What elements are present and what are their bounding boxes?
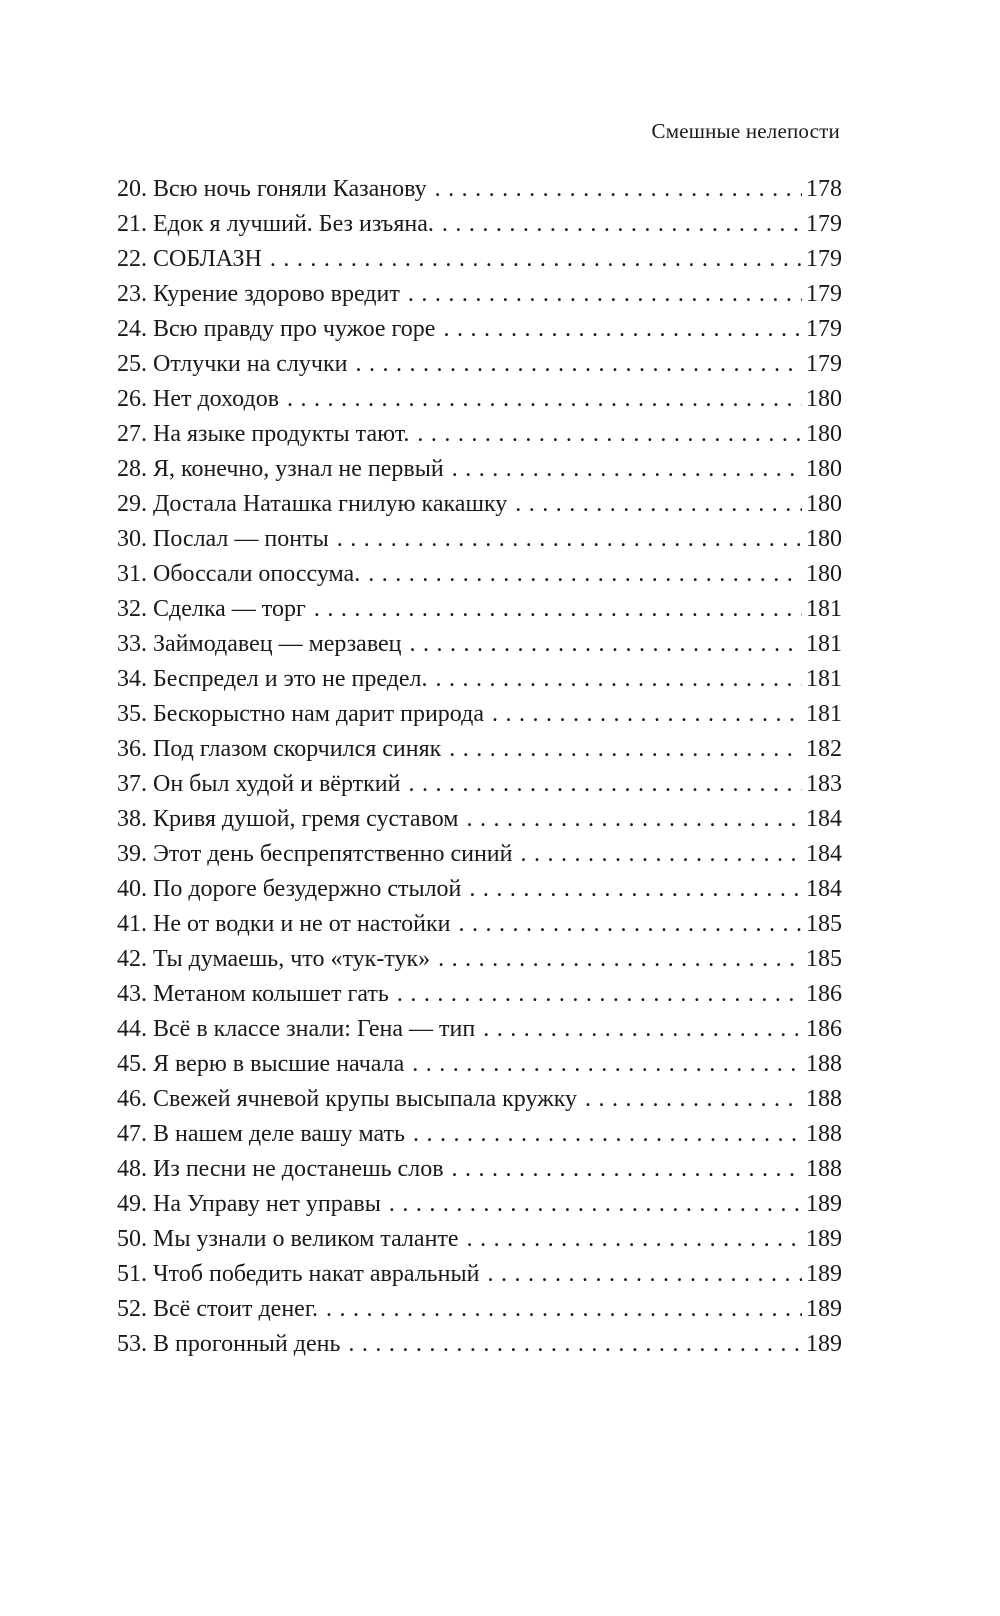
- toc-entry-number: 53.: [117, 1331, 147, 1357]
- running-head: Смешные нелепости: [651, 119, 840, 143]
- toc-entry-page: 185: [806, 946, 842, 972]
- toc-entry-number: 44.: [117, 1016, 147, 1042]
- toc-entry-page: 182: [806, 736, 842, 762]
- toc-entry-page: 188: [806, 1156, 842, 1182]
- toc-entry-number: 49.: [117, 1191, 147, 1217]
- toc-entry-number: 46.: [117, 1086, 147, 1112]
- dot-leader: [408, 769, 802, 799]
- toc-entry-number: 25.: [117, 351, 147, 377]
- toc-entry-page: 179: [806, 351, 842, 377]
- toc-entry-title: По дороге безудержно стылой: [153, 876, 462, 902]
- dot-leader: [466, 804, 802, 834]
- toc-entry: [117, 874, 842, 909]
- toc-entry-title: Отлучки на случки: [153, 351, 348, 377]
- toc-entry: [117, 629, 842, 664]
- toc-entry-title: В прогонный день: [153, 1331, 341, 1357]
- toc-entry: [117, 944, 842, 979]
- toc-entry: [117, 734, 842, 769]
- toc-entry-page: 188: [806, 1086, 842, 1112]
- dot-leader: [449, 734, 802, 764]
- toc-entry-number: 40.: [117, 876, 147, 902]
- toc-entry: [117, 419, 842, 454]
- toc-entry-page: 181: [806, 701, 842, 727]
- toc-entry-title: Достала Наташка гнилую какашку: [153, 491, 508, 517]
- toc-entry-page: 186: [806, 981, 842, 1007]
- dot-leader: [483, 1014, 802, 1044]
- toc-entry-number: 29.: [117, 491, 147, 517]
- toc-entry-number: 26.: [117, 386, 147, 412]
- toc-entry-title: Я верю в высшие начала: [153, 1051, 405, 1077]
- toc-entry-title: Свежей ячневой крупы высыпала кружку: [153, 1086, 578, 1112]
- dot-leader: [412, 1049, 802, 1079]
- toc-entry-number: 50.: [117, 1226, 147, 1252]
- toc-entry-title: На языке продукты тают.: [153, 421, 410, 447]
- toc-entry: [117, 314, 842, 349]
- toc-entry-title: Чтоб победить накат авральный: [153, 1261, 480, 1287]
- toc-entry: [117, 244, 842, 279]
- dot-leader: [355, 349, 802, 379]
- toc-entry-title: Всю ночь гоняли Казанову: [153, 176, 427, 202]
- toc-entry-number: 38.: [117, 806, 147, 832]
- toc-entry: [117, 839, 842, 874]
- dot-leader: [326, 1294, 802, 1324]
- toc-entry-title: Я, конечно, узнал не первый: [153, 456, 444, 482]
- toc-entry-page: 179: [806, 211, 842, 237]
- toc-entry-number: 52.: [117, 1296, 147, 1322]
- dot-leader: [442, 209, 802, 239]
- toc-entry-page: 181: [806, 631, 842, 657]
- dot-leader: [270, 244, 802, 274]
- toc-entry-number: 45.: [117, 1051, 147, 1077]
- toc-entry: [117, 1154, 842, 1189]
- toc-entry-number: 51.: [117, 1261, 147, 1287]
- toc-entry: [117, 1329, 842, 1364]
- toc-entry-number: 27.: [117, 421, 147, 447]
- toc-entry-number: 36.: [117, 736, 147, 762]
- toc-entry-title: Займодавец — мерзавец: [153, 631, 402, 657]
- toc-entry: [117, 1189, 842, 1224]
- toc-entry-title: СОБЛАЗН: [153, 246, 262, 272]
- toc-entry-title: Обоссали опоссума.: [153, 561, 361, 587]
- dot-leader: [438, 944, 802, 974]
- toc-entry-page: 186: [806, 1016, 842, 1042]
- dot-leader: [467, 1224, 802, 1254]
- toc-entry: [117, 1014, 842, 1049]
- toc-entry-title: На Управу нет управы: [153, 1191, 381, 1217]
- toc-entry-title: Он был худой и вёрткий: [153, 771, 401, 797]
- toc-entry-number: 21.: [117, 211, 147, 237]
- toc-entry: [117, 1259, 842, 1294]
- toc-entry: [117, 174, 842, 209]
- table-of-contents: [117, 174, 842, 1364]
- toc-entry: [117, 979, 842, 1014]
- toc-entry: [117, 1049, 842, 1084]
- dot-leader: [459, 909, 802, 939]
- dot-leader: [287, 384, 802, 414]
- toc-entry-number: 34.: [117, 666, 147, 692]
- toc-entry: [117, 804, 842, 839]
- toc-entry: [117, 1294, 842, 1329]
- toc-entry-title: Сделка — торг: [153, 596, 306, 622]
- dot-leader: [417, 419, 802, 449]
- toc-entry-number: 35.: [117, 701, 147, 727]
- toc-entry-page: 185: [806, 911, 842, 937]
- toc-entry-number: 28.: [117, 456, 147, 482]
- toc-entry-title: Бескорыстно нам дарит природа: [153, 701, 484, 727]
- toc-entry-title: Этот день беспрепятственно синий: [153, 841, 513, 867]
- dot-leader: [389, 1189, 802, 1219]
- dot-leader: [410, 629, 802, 659]
- toc-entry-page: 184: [806, 876, 842, 902]
- toc-entry-page: 189: [806, 1191, 842, 1217]
- toc-entry-number: 22.: [117, 246, 147, 272]
- dot-leader: [469, 874, 802, 904]
- toc-entry-number: 23.: [117, 281, 147, 307]
- toc-entry-page: 189: [806, 1261, 842, 1287]
- toc-entry-number: 30.: [117, 526, 147, 552]
- toc-entry-number: 47.: [117, 1121, 147, 1147]
- dot-leader: [436, 664, 802, 694]
- toc-entry-number: 20.: [117, 176, 147, 202]
- toc-entry: [117, 664, 842, 699]
- dot-leader: [443, 314, 802, 344]
- toc-entry-page: 181: [806, 666, 842, 692]
- toc-entry-page: 181: [806, 596, 842, 622]
- toc-entry-page: 189: [806, 1296, 842, 1322]
- dot-leader: [348, 1329, 802, 1359]
- toc-entry-page: 180: [806, 386, 842, 412]
- toc-entry: [117, 384, 842, 419]
- dot-leader: [435, 174, 802, 204]
- toc-entry-number: 33.: [117, 631, 147, 657]
- toc-entry-number: 24.: [117, 316, 147, 342]
- toc-entry-page: 183: [806, 771, 842, 797]
- toc-entry: [117, 454, 842, 489]
- toc-entry: [117, 699, 842, 734]
- toc-entry-page: 180: [806, 456, 842, 482]
- toc-entry-title: Всё в классе знали: Гена — тип: [153, 1016, 476, 1042]
- toc-entry-title: Курение здорово вредит: [153, 281, 400, 307]
- toc-entry-number: 43.: [117, 981, 147, 1007]
- toc-entry: [117, 209, 842, 244]
- toc-entry-page: 178: [806, 176, 842, 202]
- toc-entry-page: 189: [806, 1331, 842, 1357]
- toc-entry: [117, 489, 842, 524]
- toc-entry-page: 188: [806, 1051, 842, 1077]
- toc-entry-title: Всё стоит денег.: [153, 1296, 318, 1322]
- toc-entry-title: Метаном колышет гать: [153, 981, 389, 1007]
- toc-entry-title: Кривя душой, гремя суставом: [153, 806, 459, 832]
- toc-entry-number: 32.: [117, 596, 147, 622]
- toc-entry: [117, 594, 842, 629]
- toc-entry-page: 184: [806, 806, 842, 832]
- toc-entry-page: 184: [806, 841, 842, 867]
- toc-entry-page: 180: [806, 491, 842, 517]
- dot-leader: [515, 489, 802, 519]
- toc-entry-number: 37.: [117, 771, 147, 797]
- toc-entry-page: 179: [806, 246, 842, 272]
- toc-entry-page: 180: [806, 561, 842, 587]
- toc-entry-title: Мы узнали о великом таланте: [153, 1226, 459, 1252]
- dot-leader: [314, 594, 802, 624]
- toc-entry-title: Беспредел и это не предел.: [153, 666, 428, 692]
- dot-leader: [585, 1084, 802, 1114]
- toc-entry-page: 180: [806, 526, 842, 552]
- toc-entry-number: 39.: [117, 841, 147, 867]
- dot-leader: [452, 454, 802, 484]
- toc-entry-page: 179: [806, 281, 842, 307]
- toc-entry: [117, 349, 842, 384]
- toc-entry-title: В нашем деле вашу мать: [153, 1121, 405, 1147]
- dot-leader: [368, 559, 802, 589]
- toc-entry-title: Нет доходов: [153, 386, 280, 412]
- dot-leader: [452, 1154, 802, 1184]
- toc-entry: [117, 1084, 842, 1119]
- toc-entry: [117, 909, 842, 944]
- toc-entry: [117, 559, 842, 594]
- toc-entry-number: 48.: [117, 1156, 147, 1182]
- dot-leader: [337, 524, 802, 554]
- toc-entry-title: Послал — понты: [153, 526, 329, 552]
- toc-entry: [117, 769, 842, 804]
- toc-entry-title: Под глазом скорчился синяк: [153, 736, 442, 762]
- toc-entry-page: 180: [806, 421, 842, 447]
- dot-leader: [492, 699, 802, 729]
- toc-entry-title: Едок я лучший. Без изъяна.: [153, 211, 434, 237]
- dot-leader: [397, 979, 802, 1009]
- dot-leader: [521, 839, 803, 869]
- toc-entry-page: 179: [806, 316, 842, 342]
- toc-entry-number: 41.: [117, 911, 147, 937]
- toc-entry-number: 31.: [117, 561, 147, 587]
- toc-entry-title: Не от водки и не от настойки: [153, 911, 451, 937]
- dot-leader: [413, 1119, 802, 1149]
- toc-entry: [117, 279, 842, 314]
- dot-leader: [487, 1259, 802, 1289]
- dot-leader: [408, 279, 802, 309]
- toc-entry: [117, 1224, 842, 1259]
- toc-entry-number: 42.: [117, 946, 147, 972]
- toc-entry: [117, 1119, 842, 1154]
- toc-entry-page: 188: [806, 1121, 842, 1147]
- toc-entry-title: Всю правду про чужое горе: [153, 316, 436, 342]
- toc-entry-title: Ты думаешь, что «тук-тук»: [153, 946, 431, 972]
- toc-entry-title: Из песни не достанешь слов: [153, 1156, 444, 1182]
- toc-entry-page: 189: [806, 1226, 842, 1252]
- toc-entry: [117, 524, 842, 559]
